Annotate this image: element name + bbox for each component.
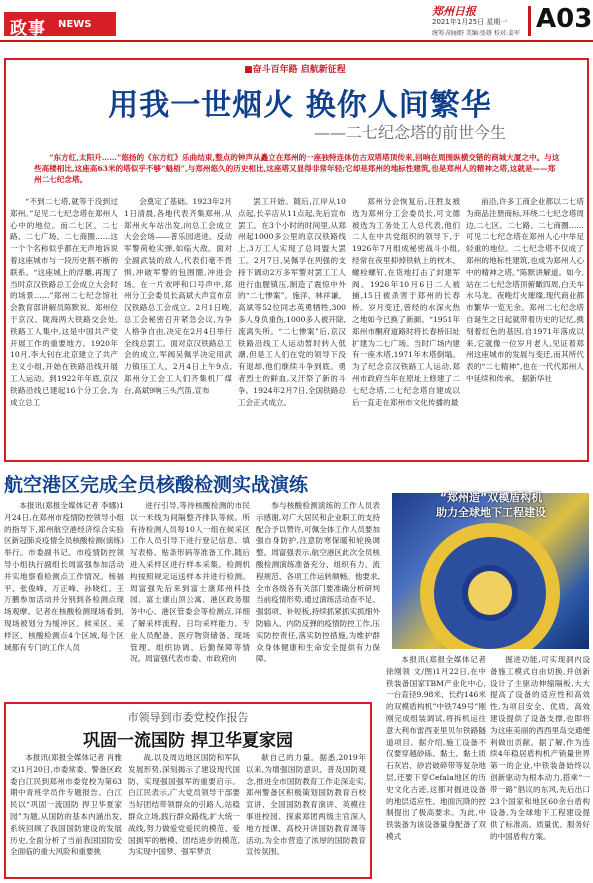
report-headline: 巩固一流国防 捍卫华夏家园 (83, 731, 293, 751)
report-kicker: 市领导到市委党校作报告 (127, 711, 249, 724)
header-divider (0, 40, 593, 42)
article-column-4: 郑州分会恢复后,汪胜友被选为郑州分工会委员长,可文德被选为工务处工人总代表,他们二人在中共党组织的领导下,于1926年7月组成秘密战斗小组,经常在夜里抑掉铁轨上的枕木、螺栓螺钉,在货地打击了封建军阀。1926年10月6日二人被捕,15日被杀害于郑州的长春桥。岁月变迁,曾经的水深火热之地如今已换了新颜。“1951年郑州市酮府道路时将长春桥旧址扩建为二七广场。当时广场内建有一座木塔,1971年木塔倒塌。为了纪念京汉铁路工人运动,郑州市政府当年在原址上修建了二七纪念塔,二七纪念塔自建成以后一直走在郑州市文化传播的最 (352, 197, 460, 407)
news-column-1: 本报讯(郑报全媒体记者 李娜)1月24日,在郑州市疫情防控领导小组的指导下,郑州航空港经济综合实验区新冠肺炎疫情全员核酸检测(演练)举行。市委副书记、市疫情防控领导小组执行副组长周富强参加活动并实地察看检测点工作情况。杨福平、张俊峰、万正峰、孙晓红、王万鹏参加活动并分别到各检测点现场观摩。记者在核酸检测现场看到,现场被划分为缓冲区、候采区、采样区、核酸检测点4个区域,每个区域都有专门的工作人员 (4, 501, 124, 652)
photo-caption-line2: 助力全球地下工程建设 (436, 506, 546, 519)
news-column-2: 进行引导,等待核酸检测的市民以一米线为间隔整齐排队等候。所有待检测人员每10人一组在候采区工作人员引导下进行登记信息、填写表格、贴条形码等准备工作,随后进入采样区进行样本采集。检测机构按照规定运送样本并进行检测。周富强先后来到富士康郑州科技园、富士康山顶公寓、港区政务服务中心、港区管委会等检测点,详细了解采样流程、日均采样能力、专业人员配备、医疗物资储备、现场管理、组织协调、后勤保障等情况。周富强代表市委、市政府向 (130, 501, 250, 664)
article-column-2: 会奠定了基础。1923年2月1日清晨,各地代表齐集郑州,从郑州火车站出发,向总工会成立大会会场——普乐园进进。反动军警荷枪实弹,如临大敌。面对全副武装的敌人,代表们毫不畏惧,冲破军警的包围圈,冲进会场。在一片欢呼和口号声中,郑州分工会委员长高斌大声宣布京汉铁路总工会成立。2月1日晚,总工会秘密召开紧急会议,为争人格争自由,决定在2月4日举行全线总罢工。面对京汉铁路总工会的成立,军阀吴佩孚决定用武力镇压工人。2月4日上午9点,郑州分工会工人们齐集机厂煤台,高斌9响三头汽笛,宣布 (124, 197, 232, 395)
article-kicker: ■奋斗百年路 启航新征程 (244, 65, 346, 75)
report-column-3: 献自己的力量。据悉,2019年以来,为增强国防意识、普及国防观念,推进全市国防教育工作走深走实,郑州警备区积极策划国防教育百校宣讲、全国国防教育演讲、英模往事进校园、探索郑团两级主官深入地方授课、高校开讲国防教育课等活动,为全市营造了浓厚的国防教育宣传氛围。 (246, 753, 366, 857)
news-column-3: 参与核酸检测演练的工作人员表示感谢,对广大居民和企业职工的支持配合予以赞许,可佩全体工作人员要加强自身防护,注意防寒保暖和轮换调整。周富强表示,航空港区此次全员核酸检测演练准备充分、组织有力、流程规范、各项工作运转顺畅。他要求,全市各级各有关部门要准确分析研判当前疫情形势,通过演练活动查不足、强弱项、补短板,持续抓紧抓实抓细外防输入、内防反弹的疫情防控工作,压实防控责任,落实防控措施,为维护群众身体健康和生命安全提供有力保障。 (256, 501, 380, 664)
photo-caption (396, 490, 586, 520)
article-subtitle: ——二七纪念塔的前世今生 (313, 123, 506, 142)
article-lead: “东方红,太阳升……”悠扬的《东方红》乐曲结束,整点的钟声从矗立在郑州的一座独特连体仿古双塔塔顶传来,回响在周围纵横交错的商城大厦之中。与这些高楼相比,这座高63米的塔似乎不够“魁梧”,与郑州悠久的历史相比,这座塔又显得非常年轻;它却是郑州的地标性建筑,也是郑州人的精神之塔,这就是——郑州二七纪念塔。 (34, 153, 560, 184)
tbm-column-2: 掘进功能,可实现洞内设备施工模式自由切换,并创新设计了主驱动伸缩隔板,大大提高了设备的适应性和高效性,为项目安全、优质、高效建设提供了设备支撑,也即将为这座美丽的西西里岛交通便利做出贡献。据了解,作为连续4年稳居盾构机产销量世界第一的企业,中铁装备始终以创新驱动为根本动力,搭乘“一带一路”倡议的东风,先后出口23个国家和地区60余台盾构设备,为全球地下工程建设提供了标准高、质量优、服务好的中国盾构方案。 (490, 655, 590, 841)
page-header (0, 0, 593, 40)
page-number: A03 (536, 4, 593, 34)
article-column-3: 罢工开始。随后,江岸从10点起,长辛店从11点起,先后宣布罢工。在3个小时的时间里,从郑州起1000多公里的京汉铁路线上,3万工人实现了总同盟大罢工。2月7日,吴佩孚在列强的支持下调动2万多军警对罢工工人进行血腥镇压,制造了震惊中外的“二七惨案”。施洋、林祥谦、高斌等52位同志英勇牺牲,300多人身负重伤,1000多人被开除,流离失所。“二七惨案”后,京汉铁路沿线工人运动暂时转入低潮,但是工人们在党的领导下没有退却,他们继续斗争到底。勇者烈士的鲜血,又汗祭了新的斗争。1924年2月7日,全国铁路总工会正式成立。 (238, 197, 346, 407)
article-headline: 用我一世烟火 换你人间繁华 (108, 88, 492, 123)
article-column-5: 前沿,许多工商企业都以二七塔为商品注册商标,环绕二七纪念塔周边,二七区、二七路、二七商圈……可见二七纪念塔在郑州人心中举足轻重的地位。二七纪念塔不仅成了郑州的地标性建筑,也成为郑州人心中的精神之塔。”陈默讲解道。如今,站在二七纪念塔顶俯瞰四周,白天车水马龙、夜晚灯火璀璨,现代商业都市繁华一览无余。郑州二七纪念塔自诞生之日起就带着历史的记忆,携刻着红色的基因,自1971年落成以来,它就像一位岁月老人,见证着郑州这座城市的发展与变迁,而其所代表的“二七精神”,也在一代代郑州人中延续和传承。 据新华社 (466, 197, 584, 383)
tbm-column-1: 本报讯(郑报全媒体记者 徐刚领 文/图)1月22日,在中铁装备国家TBM产业化中心,一台直径9.98米、长约146米的双模盾构机”中铁749号”刚刚完成组装调试,将拆机运往意大利布雷西亚里贝尔铁路隧道项目。据介绍,施工设备不仅要穿越砂砾、黏土、黏土质石灰岩、砂岩破碎带等复杂地层,还要下穿Cefala地区的历史文化古迹,这都对掘进设备的地层适应性、地面沉降的控制提出了极高要求。为此,中铁装备为该设备量身配备了双模式 (386, 655, 486, 841)
newspaper-logo: 郑州日报 (432, 5, 476, 18)
photo-caption-line1: “郑州造”双模盾构机 (439, 491, 543, 504)
issue-date: 2021年1月25日 星期一 (432, 18, 508, 26)
section-badge (4, 12, 116, 39)
article-column-1: “不到二七塔,就等于没到过郑州。”足见二七纪念塔在郑州人心中的地位。而二七区、二七路、二七广场、二七商圈……这一个个名称似乎都在无声地诉说着这座城市与一段历史割不断的联系。“这座城上的浮雕,再现了当时京汉铁路总工会成立大会时的场景……”郑州二七纪念馆社会教育部讲解员陈默说。郑州位于京汉、陇海两大铁路交会处,铁路工人集中,这是中国共产党开展工作的重要地方。1920年10月,李大钊在北京建立了共产主义小组,开始在铁路沿线开展工人运动。到1922年年底,京汉铁路沿线已建起16个分工会,为成立总工 (10, 197, 118, 407)
section-title: 政事 (10, 19, 46, 39)
editors-line: 统筹:胡丽野 美编:张妍 校对:姜军 (432, 30, 520, 37)
report-column-1: 本报讯(郑报全媒体记者 肖雅文)1月20日,市委常委、警备区政委白江民到郑州市委党校为第63期中青班学员作专题报告。白江民以“巩固一流国防 捍卫华夏家园”为题,从国防的基本内涵出发,系统回顾了我国国防建设的发展历史,全面分析了当前我国国防安全面临的重大风险和重要挑 (10, 753, 122, 857)
news-headline: 航空港区完成全员核酸检测实战演练 (4, 474, 309, 496)
cutterhead-center (462, 565, 518, 621)
report-column-2: 战,以及周边地区国防和军队发展形势,深刻揭示了建设现代国防、实现强国强军的重要启示。白江民表示,广大党员领导干部要当好团结带领群众的引路人,站稳群众立场,践行群众路线,扩大统一战线,努力做爱党爱民的模范、爱国拥军的楷模、团结进步的模范,为实现中国梦、强军梦贡 (128, 753, 240, 857)
page-number-bar (528, 6, 531, 36)
section-title-en: NEWS (58, 19, 92, 30)
